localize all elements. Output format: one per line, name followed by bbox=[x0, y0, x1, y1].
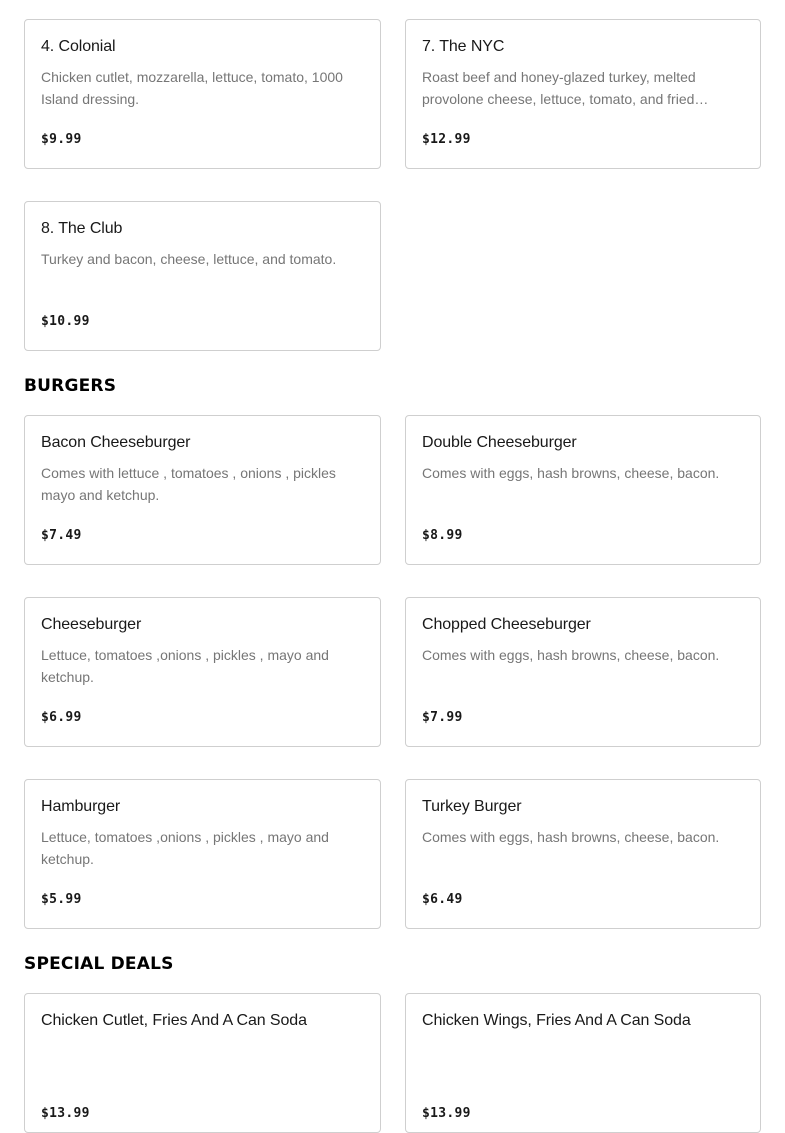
menu-item-card-colonial[interactable] bbox=[24, 19, 381, 169]
menu-item-card-chicken-wings-deal[interactable] bbox=[405, 993, 761, 1133]
menu-item-name: 7. The NYC bbox=[422, 38, 505, 55]
menu-item-description: Lettuce, tomatoes ,onions , pickles , mayo and ketchup. bbox=[41, 829, 329, 867]
menu-item-price: $5.99 bbox=[41, 892, 82, 907]
menu-item-card-double-cheeseburger[interactable] bbox=[405, 415, 761, 565]
menu-item-price: $10.99 bbox=[41, 314, 90, 329]
menu-item-description: Comes with eggs, hash browns, cheese, bacon. bbox=[422, 829, 720, 845]
menu-item-description: Comes with eggs, hash browns, cheese, bacon. bbox=[422, 647, 720, 663]
menu-item-description: Lettuce, tomatoes ,onions , pickles , mayo and ketchup. bbox=[41, 647, 329, 685]
menu-item-name: Turkey Burger bbox=[422, 798, 522, 815]
menu-item-card-hamburger[interactable] bbox=[24, 779, 381, 929]
menu-item-price: $6.99 bbox=[41, 710, 82, 725]
menu-item-description: Chicken cutlet, mozzarella, lettuce, tomato, 1000 Island dressing. bbox=[41, 69, 343, 107]
menu-item-name: 4. Colonial bbox=[41, 38, 116, 55]
menu-item-price: $12.99 bbox=[422, 132, 471, 147]
menu-item-description: Turkey and bacon, cheese, lettuce, and tomato. bbox=[41, 251, 337, 267]
menu-item-card-bacon-cheeseburger[interactable] bbox=[24, 415, 381, 565]
menu-item-price: $6.49 bbox=[422, 892, 463, 907]
menu-item-price: $8.99 bbox=[422, 528, 463, 543]
menu-item-price: $7.49 bbox=[41, 528, 82, 543]
section-title-burgers: BURGERS bbox=[24, 376, 117, 396]
menu-item-description: Comes with lettuce , tomatoes , onions , pickles mayo and ketchup. bbox=[41, 465, 336, 503]
menu-item-price: $13.99 bbox=[41, 1106, 90, 1121]
menu-item-price: $7.99 bbox=[422, 710, 463, 725]
menu-item-price: $13.99 bbox=[422, 1106, 471, 1121]
menu-item-name: Hamburger bbox=[41, 798, 121, 815]
menu-item-name: Cheeseburger bbox=[41, 616, 142, 633]
menu-item-name: 8. The Club bbox=[41, 220, 123, 237]
menu-item-card-the-club[interactable] bbox=[24, 201, 381, 351]
menu-item-name: Chopped Cheeseburger bbox=[422, 616, 591, 633]
menu-item-name: Chicken Cutlet, Fries And A Can Soda bbox=[41, 1012, 307, 1029]
menu-item-name: Double Cheeseburger bbox=[422, 434, 577, 451]
menu-item-card-the-nyc[interactable] bbox=[405, 19, 761, 169]
menu-item-card-chopped-cheeseburger[interactable] bbox=[405, 597, 761, 747]
menu-item-card-turkey-burger[interactable] bbox=[405, 779, 761, 929]
menu-item-card-cheeseburger[interactable] bbox=[24, 597, 381, 747]
menu-item-name: Chicken Wings, Fries And A Can Soda bbox=[422, 1012, 691, 1029]
menu-item-card-chicken-cutlet-deal[interactable] bbox=[24, 993, 381, 1133]
section-title-special-deals: SPECIAL DEALS bbox=[24, 954, 174, 974]
menu-item-price: $9.99 bbox=[41, 132, 82, 147]
menu-item-name: Bacon Cheeseburger bbox=[41, 434, 191, 451]
menu-item-description: Roast beef and honey-glazed turkey, melted provolone cheese, lettuce, tomato, and fried… bbox=[422, 69, 709, 107]
menu-item-description: Comes with eggs, hash browns, cheese, bacon. bbox=[422, 465, 720, 481]
